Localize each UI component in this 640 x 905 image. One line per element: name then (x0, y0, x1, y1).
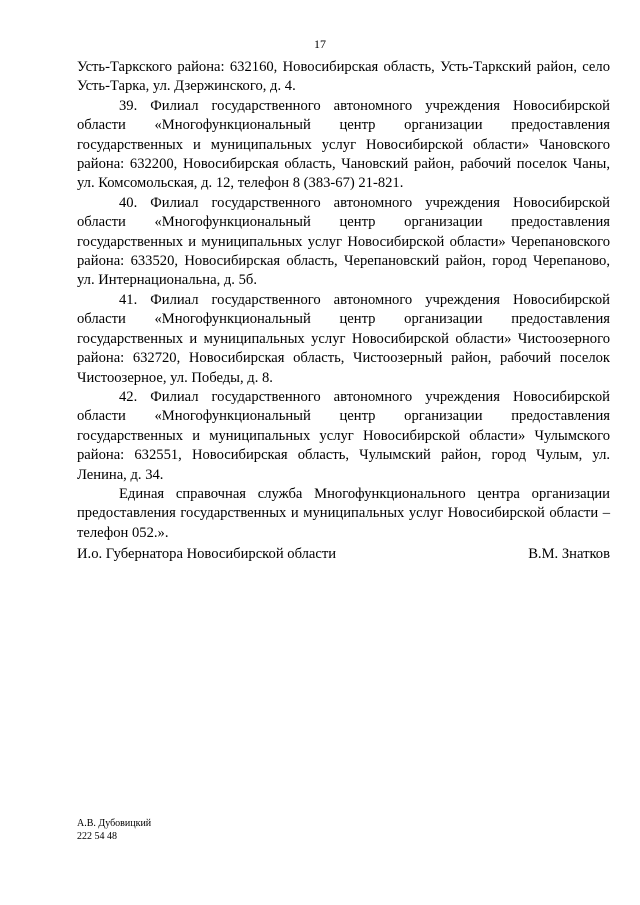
document-body (77, 58, 610, 543)
signatory-name: В.М. Знатков (528, 546, 610, 562)
paragraph-item-42: 42. Филиал государственного автономного учреждения Новосибирской области «Многофункциональный центр организации предоставления государственных и муниципальных услуг Новосибирской области» Чулымского района: 632551, Новосибирская область, Чулымский район, город Чулым, ул. Ленина, д. 34. (77, 388, 610, 483)
signature-block (77, 545, 610, 564)
paragraph-address-continuation: Усть-Таркского района: 632160, Новосибирская область, Усть-Таркский район, село Усть-Тарка, ул. Дзержинского, д. 4. (77, 59, 610, 95)
executor-phone: 222 54 48 (77, 830, 117, 842)
paragraph-item-40: 40. Филиал государственного автономного учреждения Новосибирской области «Многофункциональный центр организации предоставления государственных и муниципальных услуг Новосибирской области» Черепановского района: 633520, Новосибирская область, Черепановский район, город Черепаново, ул. Интернациональна, д. 5б. (77, 194, 610, 289)
executor-name: А.В. Дубовицкий (77, 818, 152, 829)
signatory-position: И.о. Губернатора Новосибирской области (77, 546, 337, 562)
page-number: 17 (314, 37, 326, 51)
paragraph-help-service: Единая справочная служба Многофункционального центра организации предоставления государственных и муниципальных услуг Новосибирской области – телефон 052.». (77, 485, 610, 541)
executor-block (77, 818, 151, 843)
paragraph-item-41: 41. Филиал государственного автономного учреждения Новосибирской области «Многофункциональный центр организации предоставления государственных и муниципальных услуг Новосибирской области» Чистоозерного района: 632720, Новосибирская область, Чистоозерный район, рабочий поселок Чистоозерное, ул. Победы, д. 8. (77, 291, 610, 386)
paragraph-item-39: 39. Филиал государственного автономного учреждения Новосибирской области «Многофункциональный центр организации предоставления государственных и муниципальных услуг Новосибирской области» Чановского района: 632200, Новосибирская область, Чановский район, рабочий поселок Чаны, ул. Комсомольская, д. 12, телефон 8 (383-67) 21-821. (77, 97, 610, 192)
